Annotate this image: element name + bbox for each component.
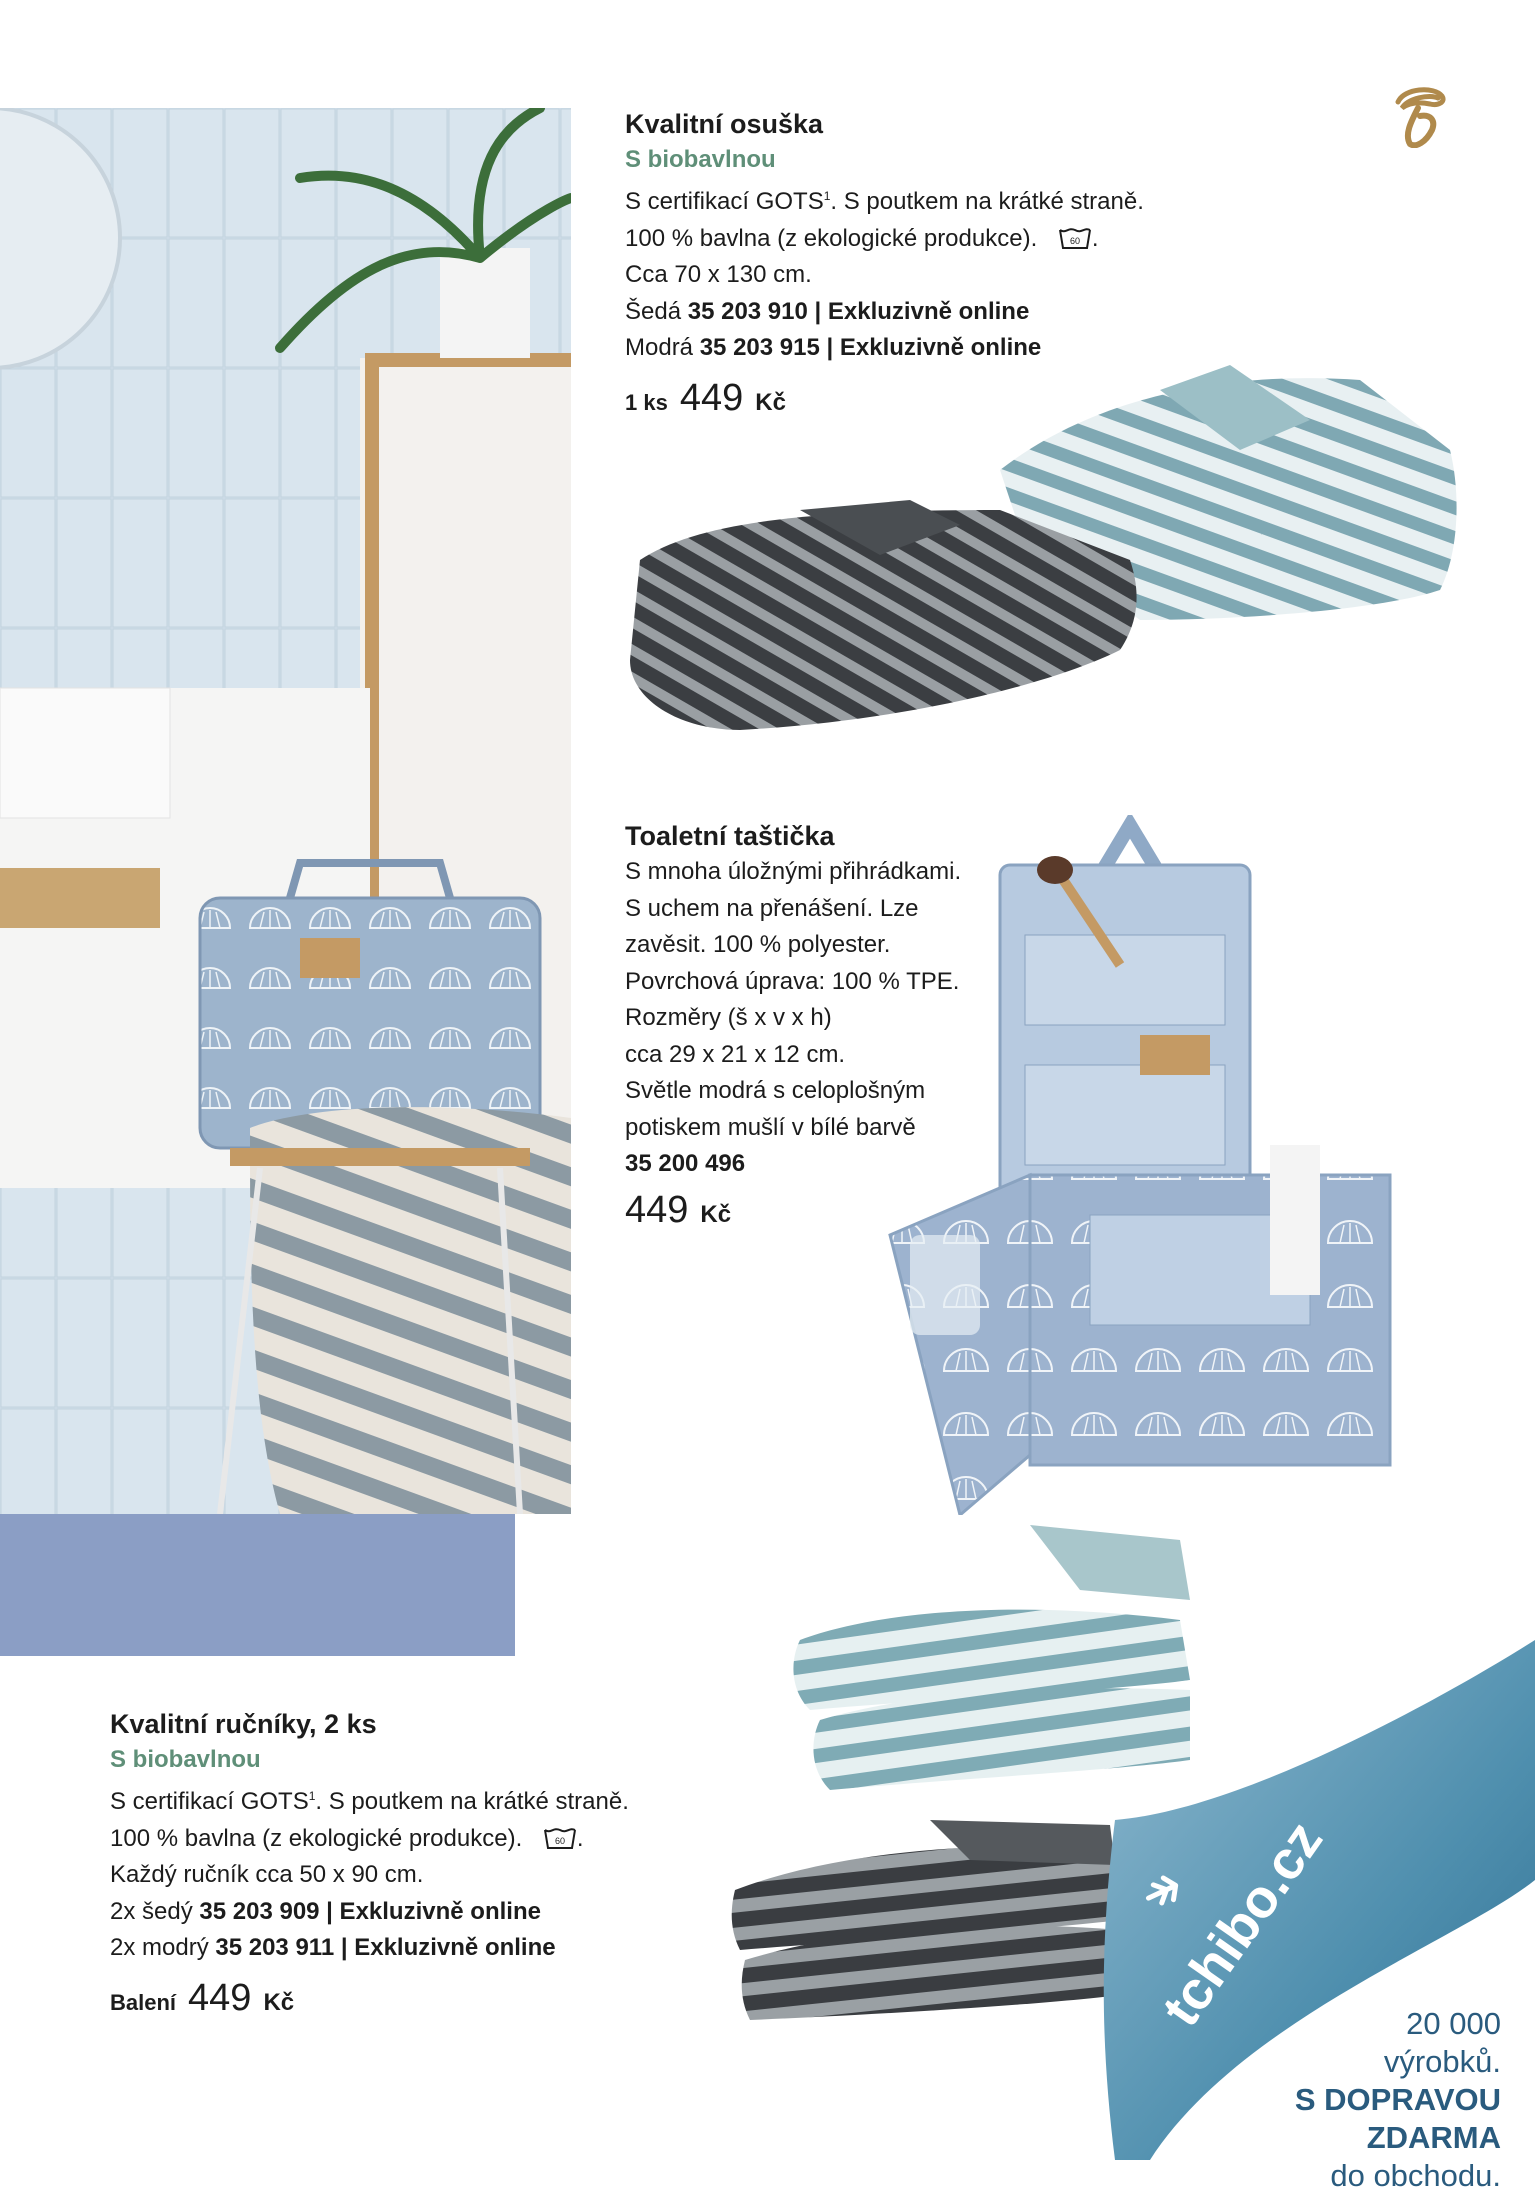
svg-text:60: 60 xyxy=(1069,236,1080,247)
wash-60-icon xyxy=(543,1826,577,1852)
product-title: Toaletní taštička xyxy=(625,821,835,851)
banner-brand: tchibo.cz xyxy=(1150,1810,1335,2037)
price: 1 ks 449 Kč xyxy=(625,376,786,419)
decor-block xyxy=(0,1514,515,1656)
product-description: S certifikací GOTS$^1$. S poutkem na krátké straně. 100 % bavlna (z ekologické produkce). 60 . Každý ručník cca 50 x 90 cm. 2x šedý 35 203 909 | Exkluzivně online 2x modrý 35 203 911 | Exkluzivně online xyxy=(110,1788,629,1961)
tchibo-logo-icon xyxy=(1390,86,1448,148)
price: Balení 449 Kč xyxy=(110,1976,295,2019)
bath-towel-image xyxy=(620,360,1480,750)
product-subtitle: S biobavlnou xyxy=(110,1746,261,1773)
product-hand-towels xyxy=(110,1706,730,2020)
bathroom-photo xyxy=(0,108,571,1514)
price: 449 Kč xyxy=(625,1188,732,1231)
product-description: S mnoha úložnými přihrádkami. S uchem na přenášení. Lze zavěsit. 100 % polyester. Povrchová úprava: 100 % TPE. Rozměry (š x v x h) cca 29 x 21 x 12 cm. Světle modrá s celoplošným potiskem mušlí v bílé barvě 35 200 496 xyxy=(625,858,962,1177)
product-title: Kvalitní ručníky, 2 ks xyxy=(110,1709,377,1739)
svg-text:60: 60 xyxy=(554,1836,565,1847)
toiletry-bag-image xyxy=(870,815,1400,1515)
banner-text: 20 000 výrobků. S DOPRAVOU ZDARMA do obchodu. xyxy=(1294,2006,1501,2193)
product-title: Kvalitní osuška xyxy=(625,109,824,139)
wash-60-icon xyxy=(1058,226,1092,252)
product-description: S certifikací GOTS$^1$. S poutkem na krátké straně. 100 % bavlna (z ekologické produkce). 60 . Cca 70 x 130 cm. Šedá 35 203 910 | Exkluzivně online Modrá 35 203 915 | Exkluzivně online xyxy=(625,188,1144,361)
product-subtitle: S biobavlnou xyxy=(625,146,776,173)
